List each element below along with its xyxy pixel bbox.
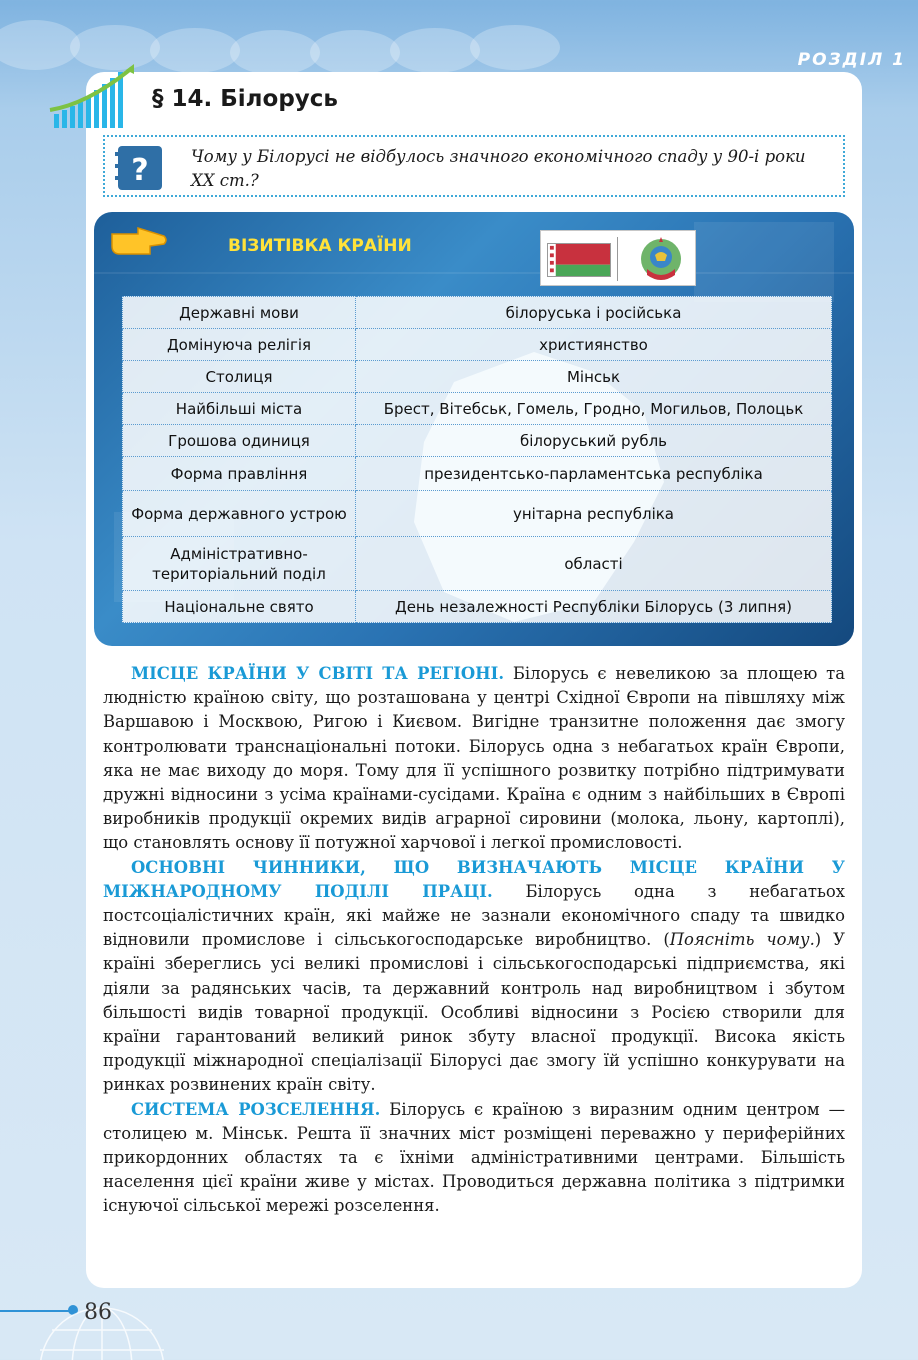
paragraph-settlement bbox=[103, 1098, 845, 1219]
fact-key: Адміністративно-територіальний поділ bbox=[123, 537, 356, 591]
fact-key: Грошова одиниця bbox=[123, 425, 356, 457]
fact-value: християнство bbox=[356, 329, 832, 361]
fact-key: Національне свято bbox=[123, 591, 356, 623]
page-title: § 14. Білорусь bbox=[152, 86, 338, 112]
fact-row bbox=[123, 297, 832, 329]
paragraph-location bbox=[103, 662, 845, 856]
country-facts-table bbox=[122, 296, 832, 623]
fact-row bbox=[123, 425, 832, 457]
fact-row bbox=[123, 329, 832, 361]
fact-row bbox=[123, 537, 832, 591]
paragraph-heading: СИСТЕМА РОЗСЕЛЕННЯ. bbox=[131, 1099, 381, 1119]
question-mark-icon bbox=[115, 144, 165, 192]
fact-row bbox=[123, 361, 832, 393]
paragraph-heading: МІСЦЕ КРАЇНИ У СВІТІ ТА РЕГІОНІ. bbox=[131, 664, 505, 683]
fact-key: Найбільші міста bbox=[123, 393, 356, 425]
fact-key: Столиця bbox=[123, 361, 356, 393]
paragraph-text: ) У країні збереглись усі великі промислові і сільськогосподарські підприємства, які діяли за радянських часів, та державний контроль над виробництвом і збутом більшості видів товарної продукції. Особливі відносини з Росією створили для країни гарантований великий ринок збуту власної продукції. Висока якість продукції міжнародної спеціалізації Білорусі дає змогу їй успішно конкурувати на ринках розвинених країн світу. bbox=[103, 930, 846, 1095]
country-card bbox=[94, 212, 854, 646]
fact-row bbox=[123, 491, 832, 537]
paragraph-text: Білорусь є невеликою за площею та людністю країною світу, що розташована у центрі Східної Європи на півшляху між Варшавою і Москвою, Ригою і Києвом. Вигідне транзитне положення дає змогу контролювати транснаціональні потоки. Білорусь одна з небагатьох країн Європи, яка не має виходу до моря. Тому для її успішного розвитку потрібно підтримувати дружні відносини з усіма країнами-сусідами. Країна є одним з найбільших в Європі виробників продукції окремих видів аграрної сировини (молока, льону, картоплі), що становлять основу її потужної харчової і легкої промисловості. bbox=[103, 664, 845, 853]
fact-value: Брест, Вітебськ, Гомель, Гродно, Могильов, Полоцьк bbox=[356, 393, 832, 425]
fact-value: президентсько-парламентська республіка bbox=[356, 457, 832, 491]
fact-value: області bbox=[356, 537, 832, 591]
page-number: 86 bbox=[84, 1300, 112, 1325]
growth-chart-icon bbox=[48, 64, 138, 134]
fact-key: Домінуюча релігія bbox=[123, 329, 356, 361]
question-text: Чому у Білорусі не відбулось значного економічного спаду у 90-і роки ХХ ст.? bbox=[191, 147, 806, 190]
fact-row bbox=[123, 393, 832, 425]
fact-value: День незалежності Республіки Білорусь (3 липня) bbox=[356, 591, 832, 623]
fact-value: білоруський рубль bbox=[356, 425, 832, 457]
question-box bbox=[103, 135, 845, 197]
paragraph-heading: ОСНОВНІ ЧИННИКИ, ЩО ВИЗНАЧАЮТЬ МІСЦЕ КРАЇНИ У МІЖНАРОДНОМУ ПОДІЛІ ПРАЦІ. bbox=[103, 857, 845, 901]
paragraph-text: Білорусь є країною з виразним одним центром — столицею м. Мінськ. Решта її значних міст розміщені переважно у периферійних прикордонних областях та є їхніми адміністративними центрами. Більшість населення цієї країни живе у містах. Проводиться державна політика з підтримки існуючої сільської мережі розселення. bbox=[103, 1099, 845, 1216]
section-tag: РОЗДІЛ 1 bbox=[797, 50, 906, 70]
paragraph-text: Білорусь одна з небагатьох постсоціалістичних країн, які майже не зазнали економічного спаду та швидко відновили промислове і сільськогосподарське виробництво. ( bbox=[103, 881, 845, 950]
fact-value: білоруська і російська bbox=[356, 297, 832, 329]
fact-row bbox=[123, 591, 832, 623]
fact-key: Державні мови bbox=[123, 297, 356, 329]
card-heading: ВІЗИТІВКА КРАЇНИ bbox=[228, 236, 412, 256]
fact-row bbox=[123, 457, 832, 491]
fact-value: Мінськ bbox=[356, 361, 832, 393]
svg-text:?: ? bbox=[131, 153, 149, 188]
symbols-divider bbox=[617, 237, 618, 281]
belarus-flag-icon bbox=[547, 243, 611, 277]
fact-key: Форма державного устрою bbox=[123, 491, 356, 537]
national-symbols bbox=[540, 230, 696, 286]
pointing-hand-icon bbox=[110, 224, 168, 258]
belarus-emblem-icon bbox=[637, 235, 685, 283]
paragraph-factors bbox=[103, 856, 845, 1098]
main-text bbox=[103, 662, 845, 1219]
paragraph-italic-note: Поясніть чому. bbox=[669, 930, 815, 950]
fact-value: унітарна республіка bbox=[356, 491, 832, 537]
fact-key: Форма правління bbox=[123, 457, 356, 491]
